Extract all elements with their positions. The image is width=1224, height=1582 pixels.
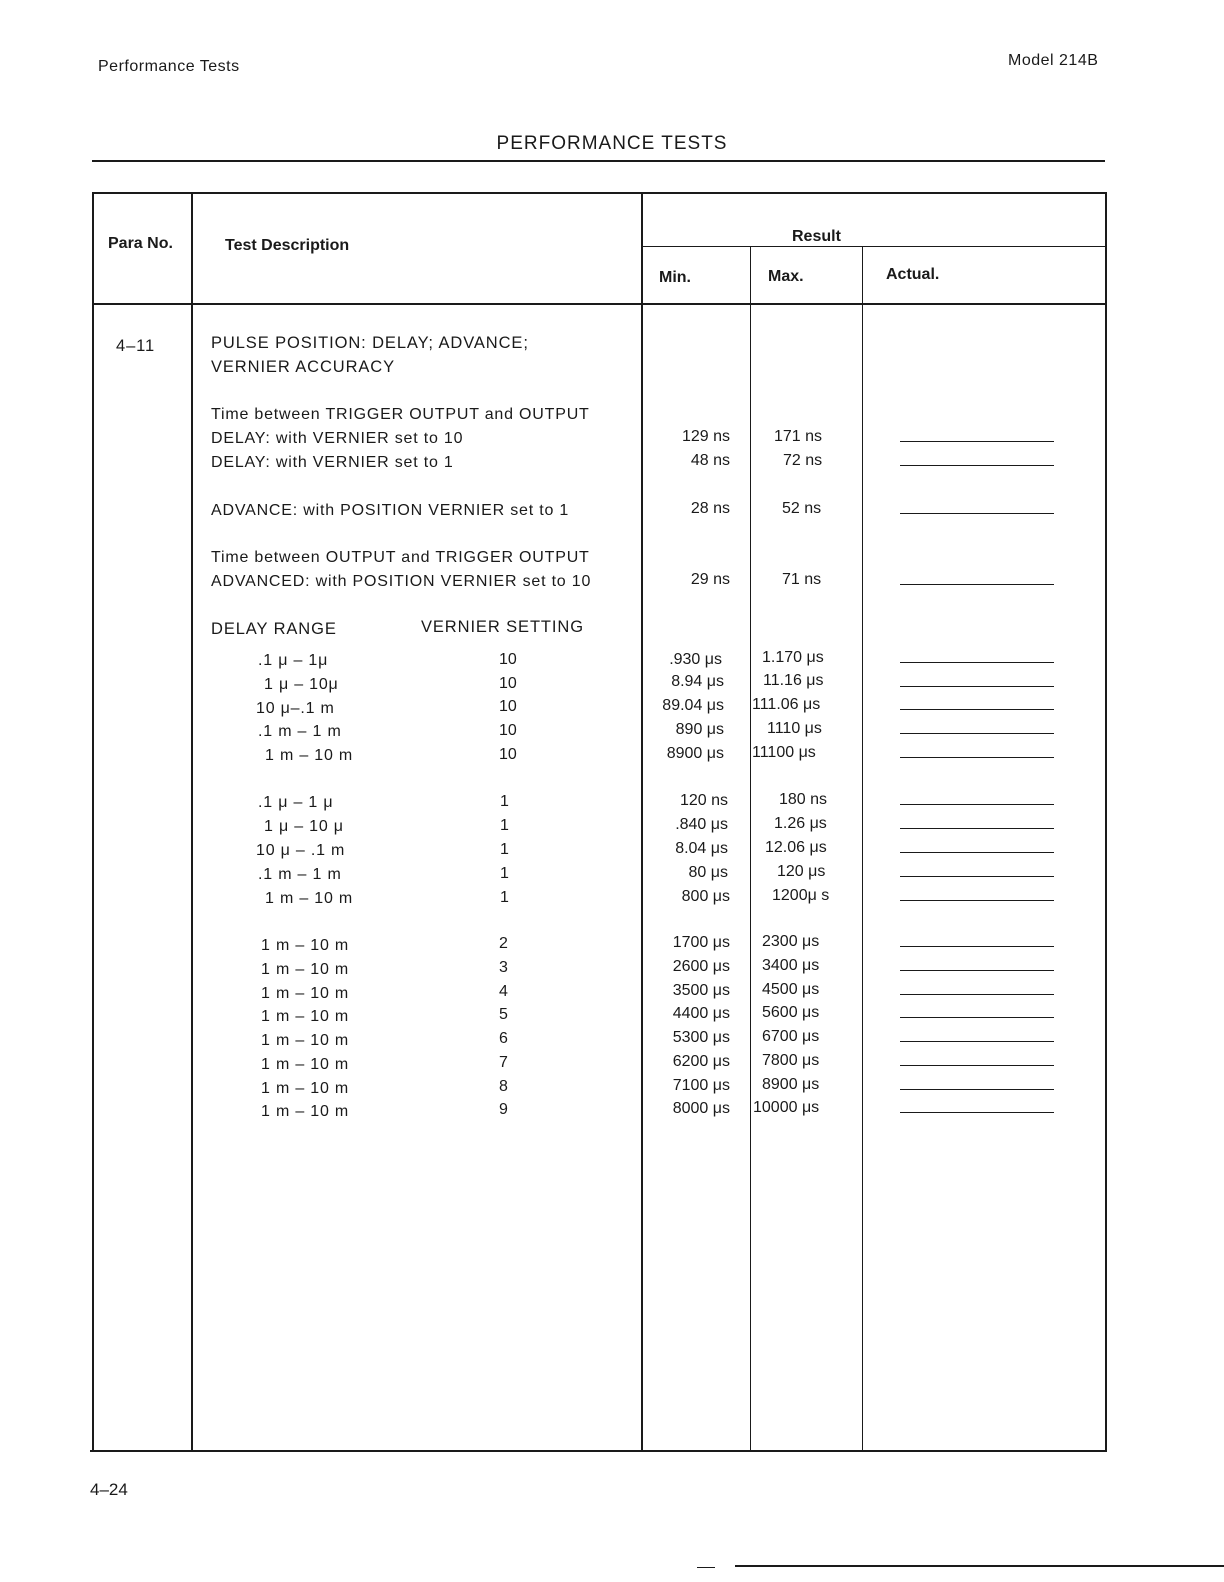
group3-row7-max: 8900 μs bbox=[762, 1076, 820, 1093]
page-title: PERFORMANCE TESTS bbox=[496, 133, 728, 154]
group1-row3-min: 89.04 μs bbox=[662, 697, 724, 714]
group2-row4-range: .1 m – 1 m bbox=[258, 866, 342, 883]
group3-row8-min: 8000 μs bbox=[672, 1100, 730, 1117]
group3-row3-range: 1 m – 10 m bbox=[261, 985, 350, 1002]
block3-row1-desc: ADVANCED: with POSITION VERNIER set to 10 bbox=[211, 573, 592, 590]
group2-row5-min: 800 μs bbox=[681, 888, 730, 905]
group3-row4-setting: 5 bbox=[499, 1006, 508, 1023]
group1-row1-range: .1 μ – 1μ bbox=[258, 652, 329, 669]
para-number: 4–11 bbox=[116, 337, 156, 355]
group2-row3-max: 12.06 μs bbox=[765, 839, 827, 856]
group3-row4-range: 1 m – 10 m bbox=[261, 1008, 350, 1025]
group3-row6-min: 6200 μs bbox=[672, 1053, 730, 1070]
group3-row8-max: 10000 μs bbox=[753, 1099, 820, 1116]
block3-row1-max: 71 ns bbox=[782, 571, 822, 588]
col-divider-min bbox=[750, 247, 751, 1452]
group3-row3-actual-blank bbox=[900, 994, 1054, 995]
group2-row3-setting: 1 bbox=[500, 841, 509, 858]
block1-row2-min: 48 ns bbox=[690, 452, 730, 469]
group3-row6-actual-blank bbox=[900, 1065, 1054, 1066]
group1-row4-max: 1110 μs bbox=[767, 720, 822, 737]
group2-row5-range: 1 m – 10 m bbox=[265, 890, 354, 907]
group2-row2-min: .840 μs bbox=[675, 816, 728, 833]
group3-row3-setting: 4 bbox=[499, 983, 508, 1000]
group3-row2-min: 2600 μs bbox=[672, 958, 730, 975]
block3-row1-min: 29 ns bbox=[690, 571, 730, 588]
group3-row1-range: 1 m – 10 m bbox=[261, 937, 350, 954]
group2-row1-actual-blank bbox=[900, 804, 1054, 805]
title-rule bbox=[92, 160, 1105, 162]
group2-row3-range: 10 μ – .1 m bbox=[256, 842, 346, 859]
group3-row7-actual-blank bbox=[900, 1089, 1054, 1090]
header-para-no: Para No. bbox=[108, 235, 173, 252]
table-right-border bbox=[1105, 192, 1107, 1452]
header-bottom-rule bbox=[92, 303, 1107, 305]
vernier-setting-header: VERNIER SETTING bbox=[421, 618, 584, 636]
col-divider-max bbox=[862, 247, 863, 1452]
page-number: 4–24 bbox=[90, 1480, 128, 1499]
running-header-model: Model 214B bbox=[1008, 52, 1099, 69]
group1-row1-max: 1.170 μs bbox=[762, 649, 824, 666]
block1-row1-desc: DELAY: with VERNIER set to 10 bbox=[211, 430, 464, 447]
group3-row2-max: 3400 μs bbox=[762, 957, 820, 974]
block2-row1-desc: ADVANCE: with POSITION VERNIER set to 1 bbox=[211, 502, 570, 519]
group3-row1-min: 1700 μs bbox=[672, 934, 730, 951]
header-min: Min. bbox=[659, 269, 691, 286]
group1-row3-setting: 10 bbox=[499, 698, 517, 715]
group1-row1-actual-blank bbox=[900, 662, 1054, 663]
result-header-rule bbox=[642, 246, 1106, 247]
group2-row5-actual-blank bbox=[900, 900, 1054, 901]
group3-row7-setting: 8 bbox=[499, 1078, 508, 1095]
group3-row4-actual-blank bbox=[900, 1017, 1054, 1018]
group1-row4-actual-blank bbox=[900, 733, 1054, 734]
group2-row3-actual-blank bbox=[900, 852, 1054, 853]
group2-row4-setting: 1 bbox=[500, 865, 509, 882]
test-heading-line1: PULSE POSITION: DELAY; ADVANCE; bbox=[211, 334, 529, 352]
group2-row4-min: 80 μs bbox=[688, 864, 728, 881]
group3-row6-setting: 7 bbox=[499, 1054, 508, 1071]
group1-row2-setting: 10 bbox=[499, 675, 517, 692]
group1-row3-actual-blank bbox=[900, 709, 1054, 710]
group2-row4-max: 120 μs bbox=[777, 863, 826, 880]
group1-row2-range: 1 μ – 10μ bbox=[264, 676, 339, 693]
group2-row2-max: 1.26 μs bbox=[774, 815, 827, 832]
group2-row2-actual-blank bbox=[900, 828, 1054, 829]
block1-row2-desc: DELAY: with VERNIER set to 1 bbox=[211, 454, 454, 471]
group2-row2-range: 1 μ – 10 μ bbox=[264, 818, 344, 835]
block3-intro: Time between OUTPUT and TRIGGER OUTPUT bbox=[211, 549, 590, 566]
bottom-edge-mark-short bbox=[697, 1567, 715, 1568]
header-actual: Actual. bbox=[886, 266, 940, 283]
group2-row4-actual-blank bbox=[900, 876, 1054, 877]
group1-row5-max: 11100 μs bbox=[752, 744, 816, 761]
group1-row5-setting: 10 bbox=[499, 746, 517, 763]
group3-row1-max: 2300 μs bbox=[762, 933, 820, 950]
header-test-description: Test Description bbox=[225, 237, 350, 254]
group1-row4-min: 890 μs bbox=[675, 721, 724, 738]
group2-row3-min: 8.04 μs bbox=[675, 840, 728, 857]
col-divider-para bbox=[191, 192, 193, 1452]
col-divider-desc bbox=[641, 192, 643, 1452]
group1-row1-min: .930 μs bbox=[669, 651, 722, 668]
group3-row6-range: 1 m – 10 m bbox=[261, 1056, 350, 1073]
group3-row8-setting: 9 bbox=[499, 1101, 508, 1118]
group1-row3-range: 10 μ–.1 m bbox=[256, 700, 335, 717]
header-result: Result bbox=[792, 228, 841, 245]
group1-row5-min: 8900 μs bbox=[666, 745, 724, 762]
group3-row2-setting: 3 bbox=[499, 959, 508, 976]
group3-row4-max: 5600 μs bbox=[762, 1004, 820, 1021]
group2-row5-max: 1200μ s bbox=[772, 887, 830, 904]
group1-row4-range: .1 m – 1 m bbox=[258, 723, 342, 740]
group1-row2-min: 8.94 μs bbox=[671, 673, 724, 690]
group1-row5-range: 1 m – 10 m bbox=[265, 747, 354, 764]
table-left-border bbox=[92, 192, 94, 1452]
group3-row8-actual-blank bbox=[900, 1112, 1054, 1113]
table-top-border bbox=[92, 192, 1107, 194]
test-heading-line2: VERNIER ACCURACY bbox=[211, 358, 396, 376]
group2-row1-setting: 1 bbox=[500, 793, 509, 810]
block1-row2-max: 72 ns bbox=[783, 452, 823, 469]
group3-row7-range: 1 m – 10 m bbox=[261, 1080, 350, 1097]
group3-row2-range: 1 m – 10 m bbox=[261, 961, 350, 978]
group1-row4-setting: 10 bbox=[499, 722, 517, 739]
block2-row1-min: 28 ns bbox=[690, 500, 730, 517]
group2-row1-min: 120 ns bbox=[679, 792, 728, 809]
group1-row2-actual-blank bbox=[900, 686, 1054, 687]
bottom-edge-mark bbox=[735, 1565, 1224, 1567]
group3-row7-min: 7100 μs bbox=[672, 1077, 730, 1094]
group3-row8-range: 1 m – 10 m bbox=[261, 1103, 350, 1120]
block3-row1-actual-blank bbox=[900, 584, 1054, 585]
block1-row2-actual-blank bbox=[900, 465, 1054, 466]
group1-row2-max: 11.16 μs bbox=[763, 672, 824, 689]
block2-row1-max: 52 ns bbox=[782, 500, 822, 517]
delay-range-header: DELAY RANGE bbox=[211, 620, 337, 638]
group2-row1-max: 180 ns bbox=[779, 791, 828, 808]
group3-row2-actual-blank bbox=[900, 970, 1054, 971]
group3-row5-range: 1 m – 10 m bbox=[261, 1032, 350, 1049]
group3-row1-actual-blank bbox=[900, 946, 1054, 947]
group3-row5-min: 5300 μs bbox=[672, 1029, 730, 1046]
group3-row4-min: 4400 μs bbox=[672, 1005, 730, 1022]
block2-row1-actual-blank bbox=[900, 513, 1054, 514]
group3-row5-max: 6700 μs bbox=[762, 1028, 820, 1045]
group2-row5-setting: 1 bbox=[500, 889, 509, 906]
running-header-section: Performance Tests bbox=[98, 58, 240, 75]
group3-row6-max: 7800 μs bbox=[762, 1052, 820, 1069]
group3-row5-actual-blank bbox=[900, 1041, 1054, 1042]
group1-row5-actual-blank bbox=[900, 757, 1054, 758]
block1-row1-actual-blank bbox=[900, 441, 1054, 442]
group1-row1-setting: 10 bbox=[499, 651, 517, 668]
group2-row1-range: .1 μ – 1 μ bbox=[258, 794, 334, 811]
group3-row3-max: 4500 μs bbox=[762, 981, 820, 998]
header-max: Max. bbox=[768, 268, 804, 285]
group3-row3-min: 3500 μs bbox=[672, 982, 730, 999]
block1-row1-min: 129 ns bbox=[681, 428, 730, 445]
group1-row3-max: 111.06 μs bbox=[752, 696, 821, 713]
group3-row1-setting: 2 bbox=[499, 935, 508, 952]
group2-row2-setting: 1 bbox=[500, 817, 509, 834]
table-bottom-border bbox=[90, 1450, 1107, 1452]
block1-intro: Time between TRIGGER OUTPUT and OUTPUT bbox=[211, 406, 590, 423]
group3-row5-setting: 6 bbox=[499, 1030, 508, 1047]
block1-row1-max: 171 ns bbox=[774, 428, 823, 445]
